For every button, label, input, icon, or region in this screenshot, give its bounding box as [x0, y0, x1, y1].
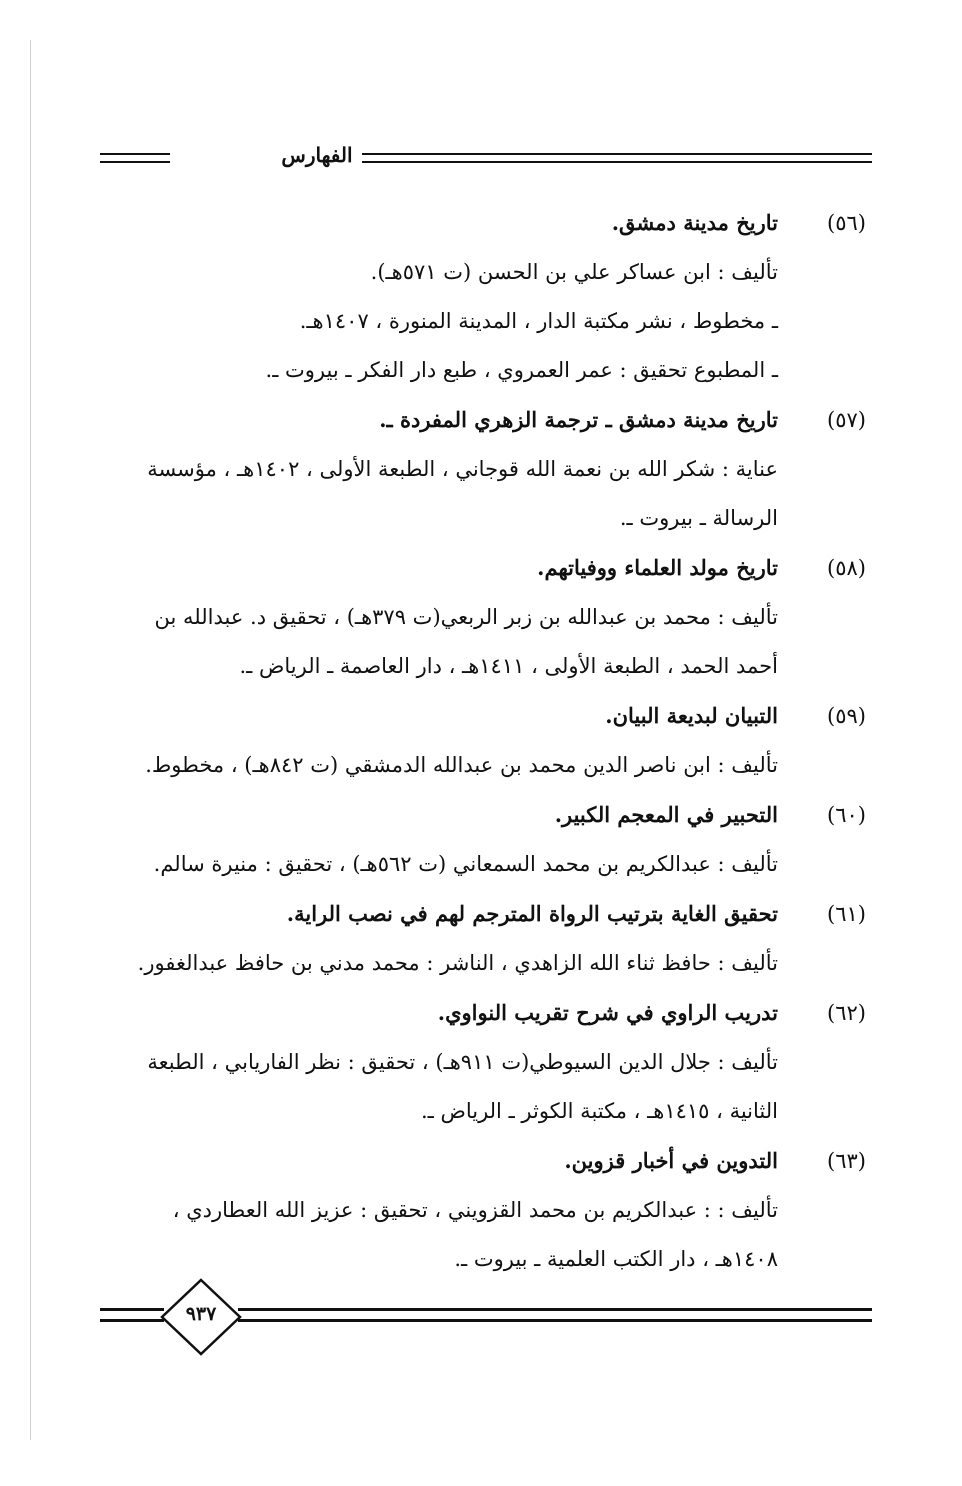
entry-title: التدوين في أخبار قزوين.: [564, 1148, 778, 1173]
page-footer: [100, 1278, 872, 1358]
header-rule-right: [362, 153, 872, 163]
entry-line: تأليف : ابن عساكر علي بن الحسن (ت ٥٧١هـ).: [370, 260, 778, 284]
entry-number: (٥٧): [827, 408, 866, 432]
entry-number: (٦٢): [827, 1001, 866, 1025]
entry-63: [106, 1136, 866, 1284]
scan-edge: [30, 40, 31, 1440]
entry-line: الثانية ، ١٤١٥هـ ، مكتبة الكوثر ـ الرياض ـ.: [420, 1099, 778, 1123]
entry-line: ١٤٠٨هـ ، دار الكتب العلمية ـ بيروت ـ.: [454, 1247, 778, 1271]
entry-line: تأليف : محمد بن عبدالله بن زبر الربعي(ت ٣٧٩هـ) ، تحقيق د. عبدالله بن: [154, 605, 778, 629]
entry-heading: [106, 395, 866, 445]
entry-line: تأليف : عبدالكريم بن محمد السمعاني (ت ٥٦٢هـ) ، تحقيق : منيرة سالم.: [153, 852, 778, 876]
header-title: الفهارس: [281, 143, 353, 167]
entry-57: [106, 395, 866, 543]
entry-heading: [106, 988, 866, 1038]
entry-line: تأليف : ابن ناصر الدين محمد بن عبدالله الدمشقي (ت ٨٤٢هـ) ، مخطوط.: [145, 753, 778, 777]
entry-title: التحبير في المعجم الكبير.: [554, 802, 778, 827]
entry-number: (٥٩): [827, 704, 866, 728]
entry-title: تاريخ مدينة دمشق ـ ترجمة الزهري المفردة ـ.: [379, 407, 778, 432]
entry-number: (٥٨): [827, 556, 866, 580]
entry-title: تدريب الراوي في شرح تقريب النواوي.: [437, 1000, 778, 1025]
entry-title: التبيان لبديعة البيان.: [605, 703, 778, 728]
entry-number: (٦١): [827, 902, 866, 926]
entry-59: [106, 691, 866, 790]
entry-title: تاريخ مدينة دمشق.: [611, 210, 778, 235]
entry-title: تاريخ مولد العلماء ووفياتهم.: [537, 555, 778, 580]
footer-rule-left: [100, 1308, 164, 1322]
entry-line: ـ مخطوط ، نشر مكتبة الدار ، المدينة المنورة ، ١٤٠٧هـ.: [299, 309, 778, 333]
entry-61: [106, 889, 866, 988]
entry-heading: [106, 1136, 866, 1186]
header-rule-left: [100, 153, 170, 163]
entry-line: الرسالة ـ بيروت ـ.: [619, 506, 778, 530]
entry-heading: [106, 543, 866, 593]
entry-title: تحقيق الغاية بترتيب الرواة المترجم لهم في نصب الراية.: [286, 901, 778, 926]
entry-58: [106, 543, 866, 691]
entry-number: (٦٣): [827, 1149, 866, 1173]
entry-line: ـ المطبوع تحقيق : عمر العمروي ، طبع دار الفكر ـ بيروت ـ.: [265, 358, 778, 382]
entry-line: أحمد الحمد ، الطبعة الأولى ، ١٤١١هـ ، دار العاصمة ـ الرياض ـ.: [239, 654, 778, 678]
entry-62: [106, 988, 866, 1136]
entry-line: تأليف : جلال الدين السيوطي(ت ٩١١هـ) ، تحقيق : نظر الفاريابي ، الطبعة: [147, 1050, 778, 1074]
entry-line: تأليف : : عبدالكريم بن محمد القزويني ، تحقيق : عزيز الله العطاردي ،: [172, 1198, 778, 1222]
entry-line: عناية : شكر الله بن نعمة الله قوجاني ، الطبعة الأولى ، ١٤٠٢هـ ، مؤسسة: [147, 457, 778, 481]
page-header: [100, 140, 872, 180]
footer-rule-right: [238, 1308, 872, 1322]
entry-number: (٥٦): [827, 211, 866, 235]
entry-56: [106, 198, 866, 395]
entry-heading: [106, 198, 866, 248]
entry-60: [106, 790, 866, 889]
page-number: ٩٣٧: [185, 1303, 217, 1325]
entry-heading: [106, 889, 866, 939]
references-list: [106, 198, 866, 1284]
entry-line: تأليف : حافظ ثناء الله الزاهدي ، الناشر : محمد مدني بن حافظ عبدالغفور.: [137, 951, 778, 975]
entry-heading: [106, 691, 866, 741]
entry-heading: [106, 790, 866, 840]
entry-number: (٦٠): [827, 803, 866, 827]
